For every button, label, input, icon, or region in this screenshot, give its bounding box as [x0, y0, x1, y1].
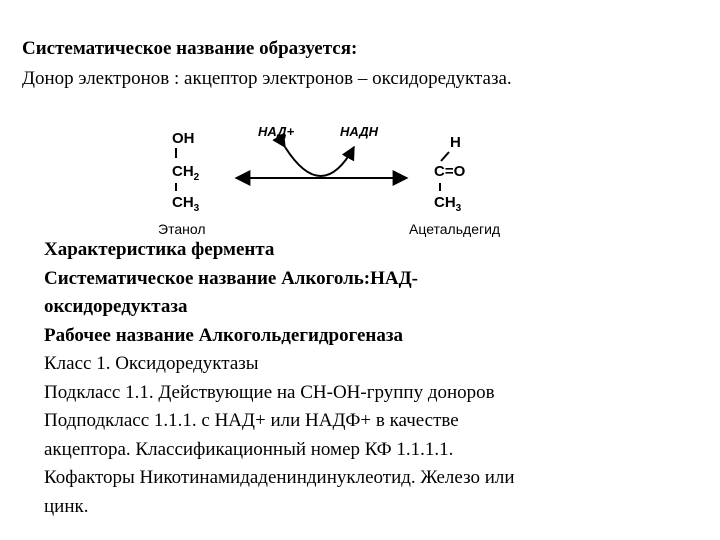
acetaldehyde-structure — [409, 134, 500, 237]
coenzyme-nadh: НАДН — [340, 124, 379, 139]
systematic-name-line-1: Систематическое название Алкоголь:НАД- — [44, 267, 418, 289]
enzyme-details — [44, 236, 684, 521]
cofactors-line-2: цинк. — [44, 495, 89, 517]
coenzyme-nad-plus: НАД+ — [258, 124, 295, 139]
cofactors-line-1: Кофакторы Никотинамидадениндинуклеотид. Железо или — [44, 467, 515, 488]
acetaldehyde-bond-h — [441, 152, 449, 161]
ethanol-oh-group: OH — [172, 130, 195, 147]
enzyme-subsubclass-line-2: акцептора. Классификационный номер КФ 1.1.1.1. — [44, 438, 454, 460]
acetaldehyde-label: Ацетальдегид — [409, 221, 501, 237]
enzyme-subclass: Подкласс 1.1. Действующие на СН-ОН-группу доноров — [44, 381, 495, 403]
enzyme-subsubclass-line-1: Подподкласс 1.1.1. с НАД+ или НАДФ+ в качестве — [44, 410, 459, 431]
working-name: Рабочее название Алкогольдегидрогеназа — [44, 324, 403, 346]
ethanol-label: Этанол — [158, 221, 206, 237]
intro-rule: Донор электронов : акцептор электронов – оксидоредуктаза. — [22, 68, 512, 89]
acetaldehyde-carbonyl: C=O — [434, 163, 466, 180]
acetaldehyde-ch3-group: $CH_3$ — [434, 194, 462, 214]
ethanol-structure — [158, 130, 205, 237]
details-title: Характеристика фермента — [44, 239, 275, 260]
acetaldehyde-h-atom: H — [450, 134, 461, 151]
coenzyme-arc-arrow — [285, 147, 354, 176]
enzyme-class: Класс 1. Оксидоредуктазы — [44, 353, 259, 374]
ethanol-ch2-group: $CH_2$ — [172, 163, 200, 183]
systematic-name-line-2: оксидоредуктаза — [44, 296, 188, 317]
intro-heading: Систематическое название образуется: — [22, 38, 358, 59]
ethanol-ch3-group: $CH_3$ — [172, 194, 200, 214]
